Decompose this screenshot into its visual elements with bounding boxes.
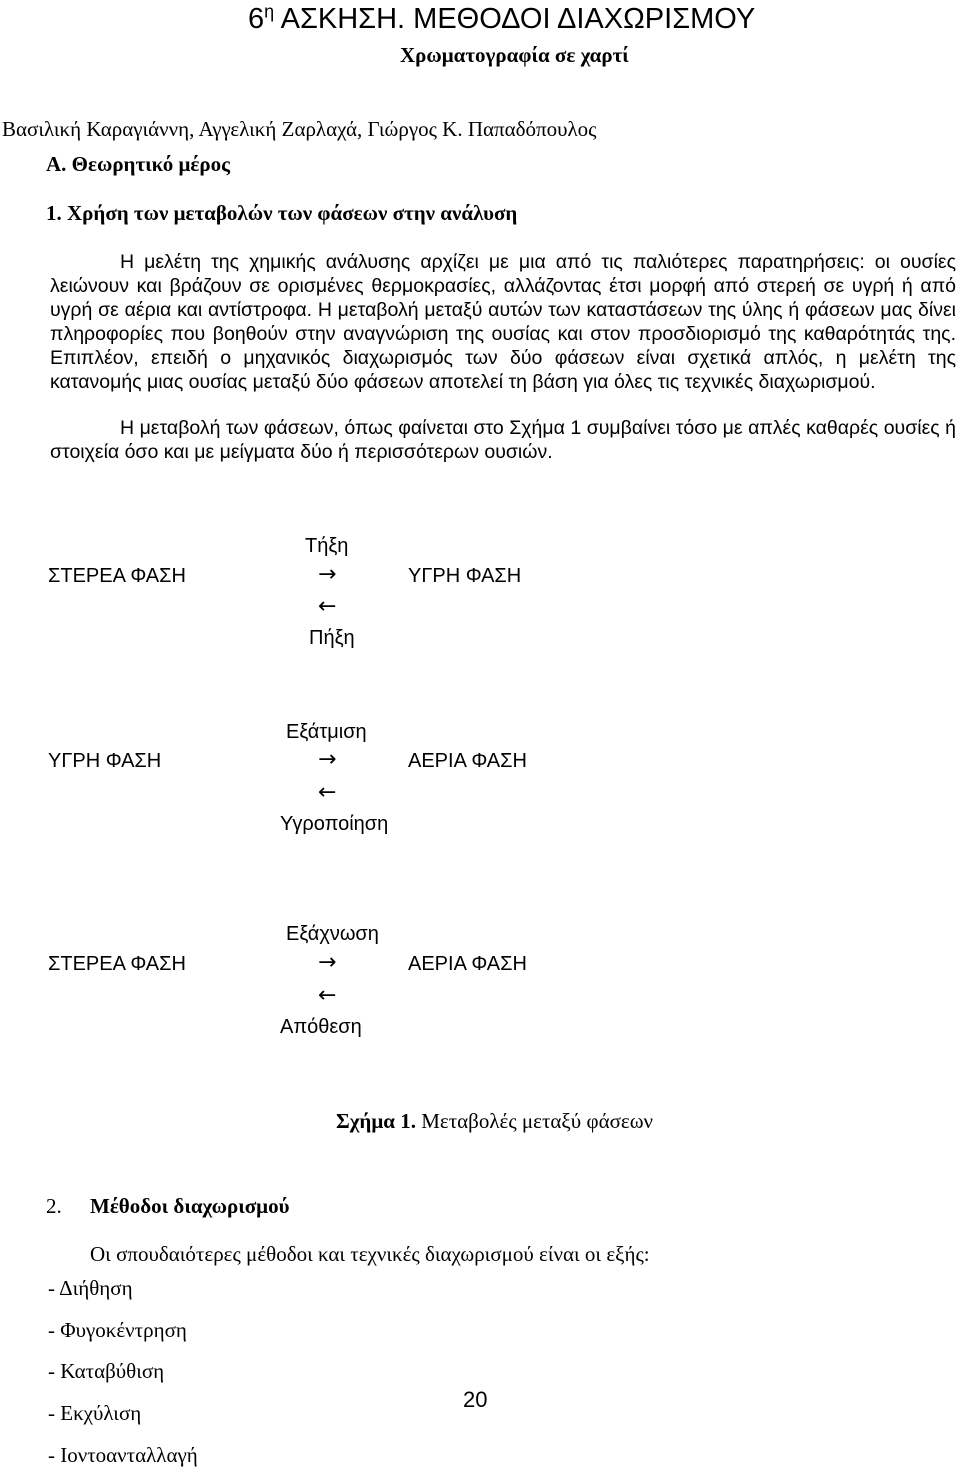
section-a-heading: Α. Θεωρητικό μέρος xyxy=(46,152,230,176)
page-title: $6^\eta$ ΑΣΚΗΣΗ. ΜΕΘΟΔΟΙ ΔΙΑΧΩΡΙΣΜΟΥ xyxy=(248,1,756,35)
page-number: 20 xyxy=(463,1387,488,1412)
section-1-heading: 1. Χρήση των μεταβολών των φάσεων στην ανάλυση xyxy=(46,201,518,225)
backward-label-freezing: Πήξη xyxy=(309,627,355,649)
subtitle: Χρωματογραφία σε χαρτί xyxy=(400,43,629,67)
left-phase-liquid: ΥΓΡΗ ΦΑΣΗ xyxy=(48,750,162,772)
paragraph-figure-reference: Η μεταβολή των φάσεων, όπως φαίνεται στο Σχήμα 1 συμβαίνει τόσο με απλές καθαρές ουσίες ή στοιχεία όσο και με μείγματα δύο ή περισσότερων ουσιών. xyxy=(50,417,956,463)
forward-label-melting: Τήξη xyxy=(305,535,349,557)
list-item: - Εκχύλιση xyxy=(48,1401,142,1425)
right-phase-gas: ΑΕΡΙΑ ΦΑΣΗ xyxy=(408,953,527,975)
backward-label-deposition: Απόθεση xyxy=(280,1016,362,1038)
left-phase-solid: ΣΤΕΡΕΑ ΦΑΣΗ xyxy=(48,953,186,975)
forward-label-evaporation: Εξάτμιση xyxy=(286,721,367,743)
arrow-left-icon: ← xyxy=(318,780,337,805)
methods-intro: Οι σπουδαιότερες μέθοδοι και τεχνικές διαχωρισμού είναι οι εξής: xyxy=(90,1242,650,1266)
figure-caption: Σχήμα 1. Μεταβολές μεταξύ φάσεων xyxy=(336,1109,654,1133)
right-phase-gas: ΑΕΡΙΑ ΦΑΣΗ xyxy=(408,750,527,772)
arrow-left-icon: ← xyxy=(318,983,337,1008)
authors-line: Βασιλική Καραγιάννη, Αγγελική Ζαρλαχά, Γιώργος Κ. Παπαδόπουλος xyxy=(2,117,597,141)
paragraph-phase-changes: Η μελέτη της χημικής ανάλυσης αρχίζει με μια από τις παλιότερες παρατηρήσεις: οι ουσίες λειώνουν και βράζουν σε ορισμένες θερμοκρασίες, αλλάζοντας έτσι μορφή από στερεή σε υγρή ή από υγρή σε αέρια και αντίστροφα. Η μεταβολή μεταξύ αυτών των καταστάσεων της ύλης ή φάσεων μας δίνει πληροφορίες που βοηθούν στην αναγνώριση της ουσίας και στον προσδιορισμό της καθαρότητάς της. Επιπλέον, επειδή ο μηχανικός διαχωρισμός των δύο φάσεων είναι σχετικά απλός, η μελέτη της κατανομής μιας ουσίας μεταξύ δύο φάσεων αποτελεί τη βάση για όλες τις τεχνικές διαχωρισμού. xyxy=(50,251,956,393)
backward-label-condensation: Υγροποίηση xyxy=(280,813,389,835)
arrow-right-icon: → xyxy=(318,562,337,587)
forward-label-sublimation: Εξάχνωση xyxy=(286,923,379,945)
list-item: - Καταβύθιση xyxy=(48,1359,165,1383)
list-item: - Φυγοκέντρηση xyxy=(48,1318,187,1342)
arrow-right-icon: → xyxy=(318,950,337,975)
list-item: - Ιοντοανταλλαγή xyxy=(48,1443,198,1467)
right-phase-liquid: ΥΓΡΗ ΦΑΣΗ xyxy=(408,565,522,587)
arrow-left-icon: ← xyxy=(318,594,337,619)
arrow-right-icon: → xyxy=(318,747,337,772)
list-item: - Διήθηση xyxy=(48,1276,133,1300)
left-phase-solid: ΣΤΕΡΕΑ ΦΑΣΗ xyxy=(48,565,186,587)
title-superscript: η xyxy=(264,1,275,22)
section-2-heading: 2. Μέθοδοι διαχωρισμού xyxy=(46,1194,290,1218)
